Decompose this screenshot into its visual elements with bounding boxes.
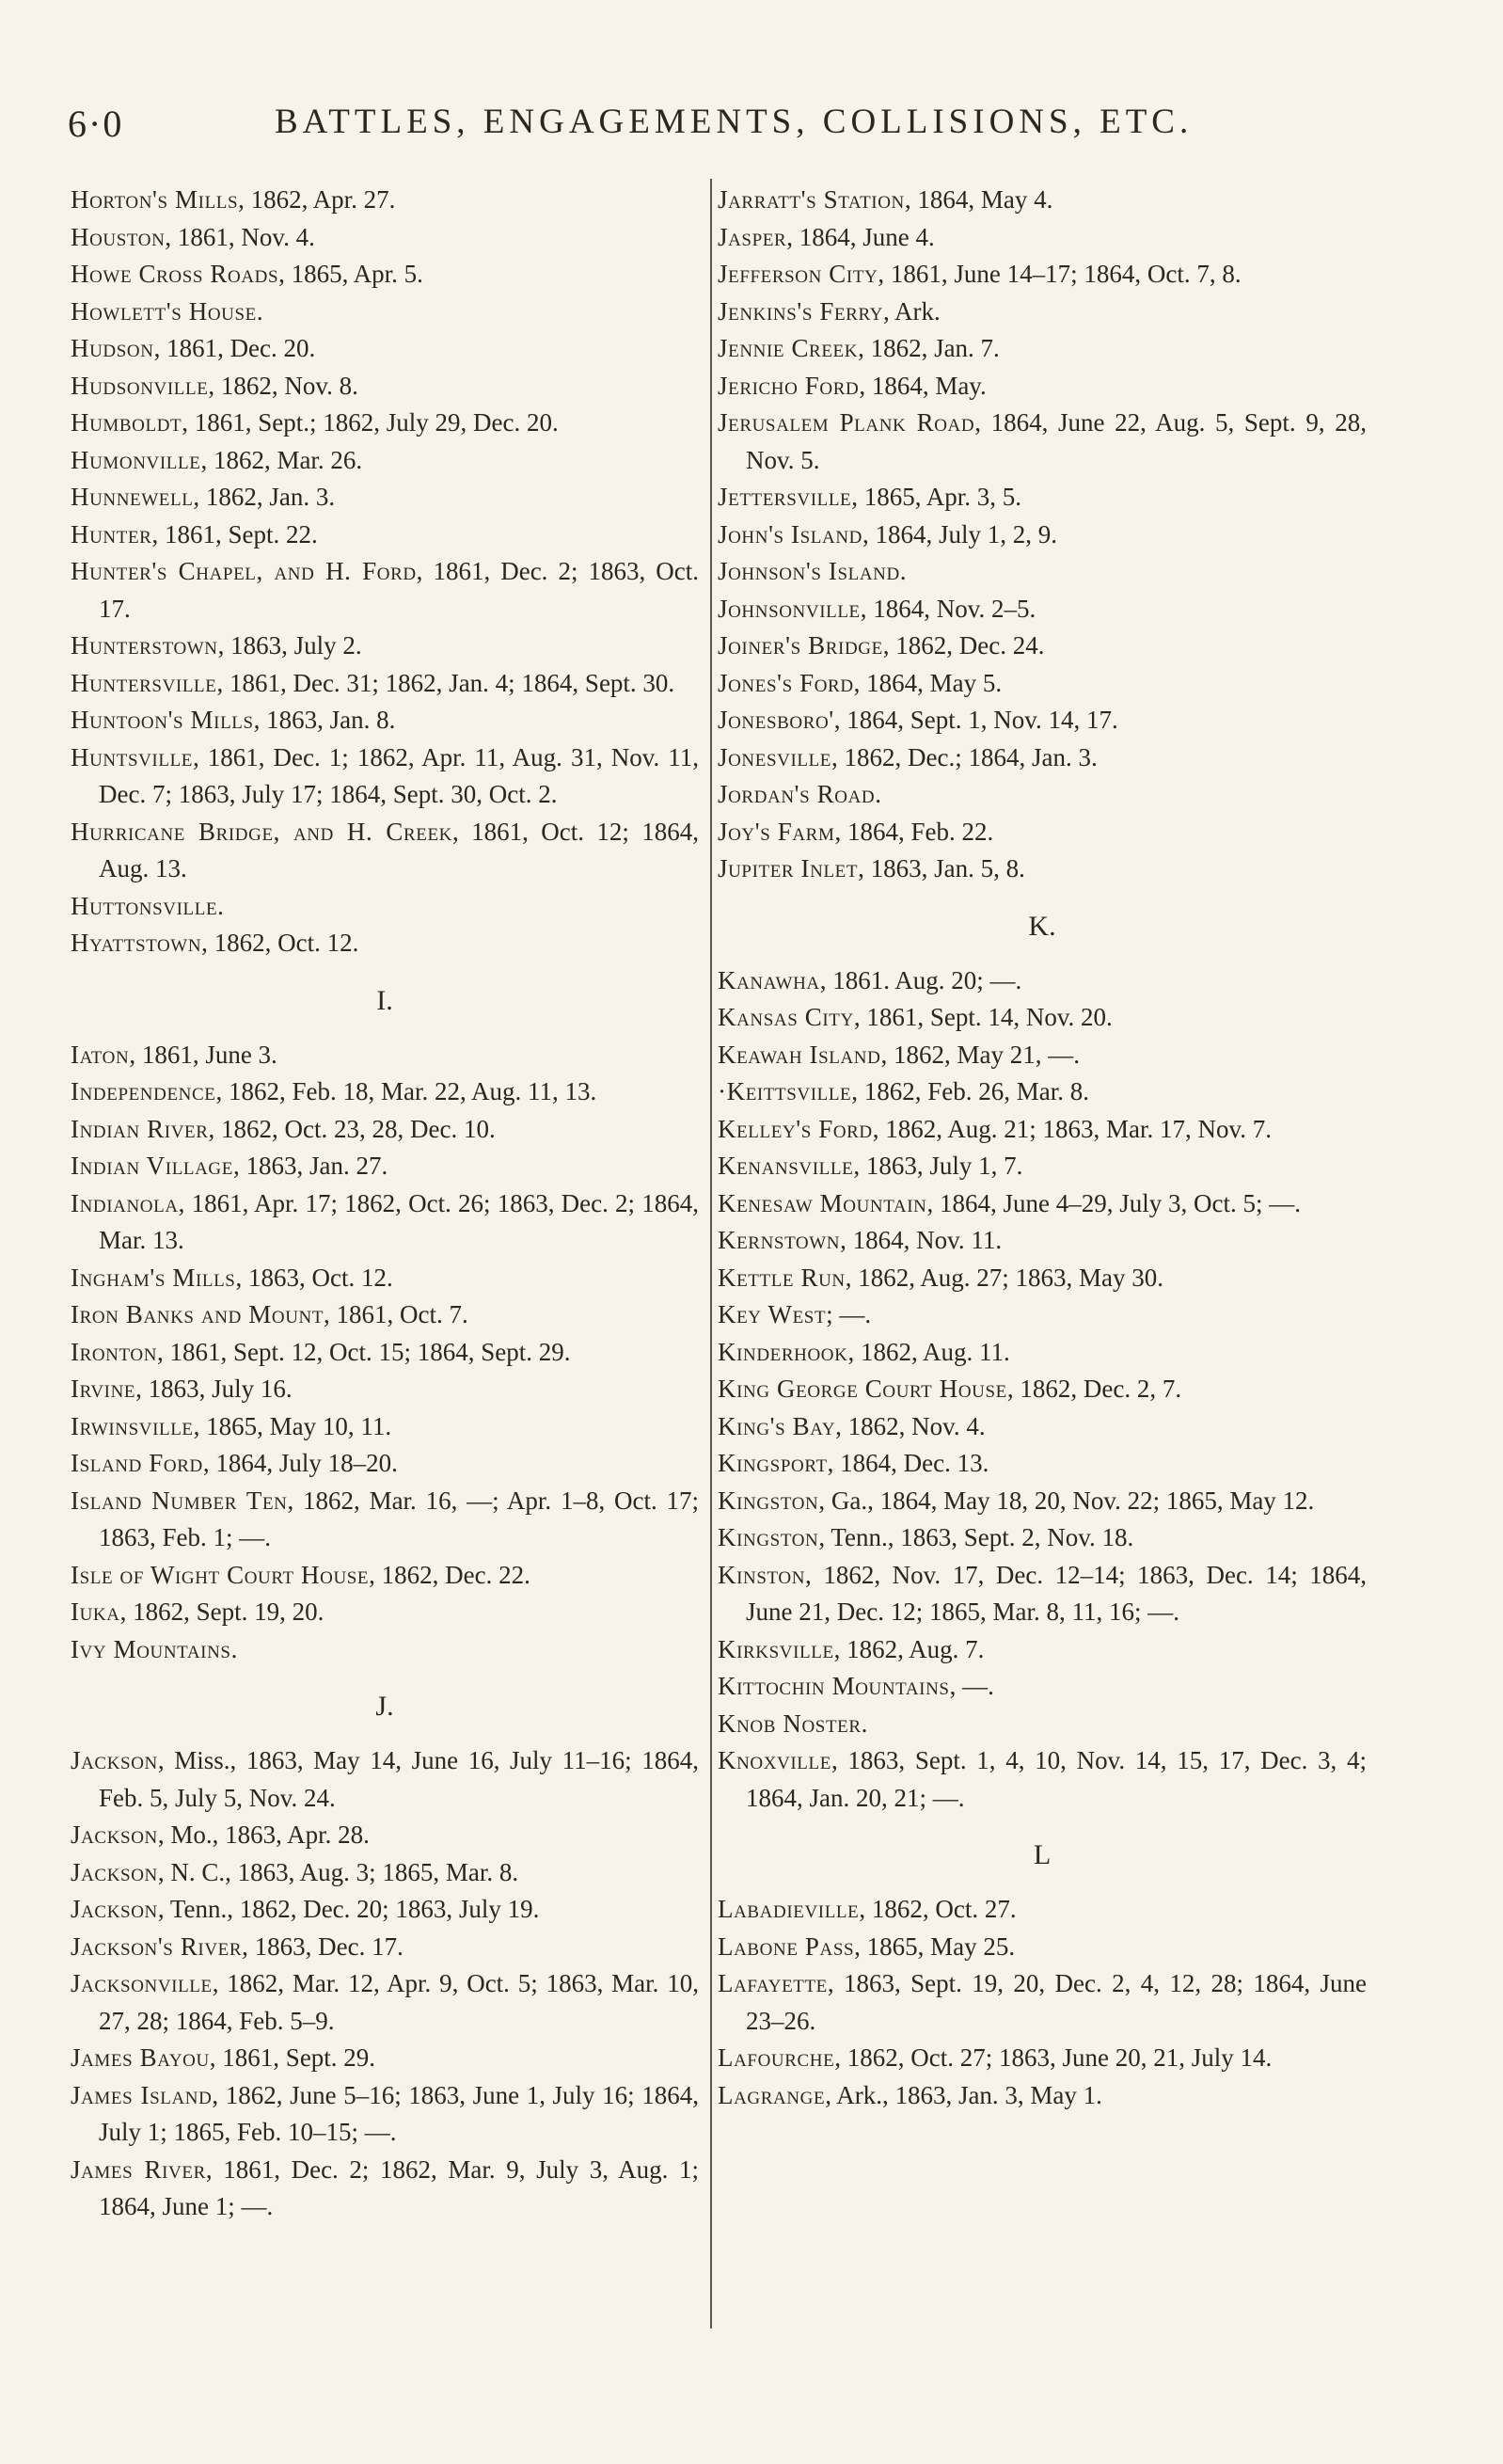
entry-place-name: Johnsonville xyxy=(718,594,861,623)
entry-place-name: Lagrange xyxy=(718,2080,826,2109)
entry-dates: , 1861, Oct. 7. xyxy=(324,1300,468,1328)
page-header xyxy=(68,102,1432,158)
index-entry xyxy=(71,1817,699,1854)
entry-dates: , N. C., 1863, Aug. 3; 1865, Mar. 8. xyxy=(157,1857,519,1886)
entry-place-name: Houston xyxy=(71,222,166,251)
entry-dates: . xyxy=(217,891,224,920)
entry-place-name: Knob Noster xyxy=(718,1709,862,1738)
entry-place-name: Kirksville xyxy=(718,1634,834,1663)
entry-place-name: Jacksonville xyxy=(71,1969,213,1997)
entry-place-name: Iaton xyxy=(71,1040,130,1069)
index-entry xyxy=(71,739,699,814)
entry-dates: , 1864, May 5. xyxy=(853,668,1003,697)
index-entry xyxy=(71,1037,699,1074)
entry-dates: , 1865, Apr. 3, 5. xyxy=(851,483,1022,511)
entry-place-name: Kernstown xyxy=(718,1226,841,1254)
entry-place-name: Kettle Run xyxy=(718,1263,846,1292)
entry-place-name: Indianola xyxy=(71,1188,179,1217)
entry-dates: , 1862, Nov. 8. xyxy=(208,371,358,400)
index-entry xyxy=(71,368,699,405)
index-entry xyxy=(71,628,699,665)
entry-place-name: Jones's Ford xyxy=(718,668,854,697)
entry-dates: , 1862, Mar. 26. xyxy=(200,445,363,474)
entry-place-name: Keawah Island xyxy=(718,1040,881,1069)
running-head: BATTLES, ENGAGEMENTS, COLLISIONS, ETC. xyxy=(275,103,1194,141)
entry-dates: , 1862, May 21, —. xyxy=(880,1040,1080,1069)
entry-dates: , 1864, July 1, 2, 9. xyxy=(862,519,1057,548)
entry-place-name: Irwinsville xyxy=(71,1411,194,1440)
entry-place-name: John's Island xyxy=(718,519,862,548)
index-entry xyxy=(718,1334,1367,1372)
entry-place-name: Kingsport xyxy=(718,1449,828,1477)
index-entry xyxy=(71,1111,699,1149)
index-entry xyxy=(718,256,1367,294)
index-entry xyxy=(718,814,1367,851)
left-column xyxy=(71,182,699,2226)
entry-dates: , 1864, Nov. 11. xyxy=(840,1226,1003,1254)
index-entry xyxy=(718,1037,1367,1074)
entry-place-name: ·Keittsville xyxy=(718,1077,852,1105)
index-entry xyxy=(71,553,699,628)
entry-dates: , 1863, Jan. 8. xyxy=(253,706,396,734)
entry-dates: , 1862, Aug. 7. xyxy=(833,1634,985,1663)
entry-dates: , 1861, Sept. 22. xyxy=(151,519,318,548)
entry-place-name: Ironton xyxy=(71,1337,158,1366)
index-entry xyxy=(718,1260,1367,1297)
entry-place-name: Kelley's Ford xyxy=(718,1114,873,1143)
entry-place-name: Huntersville xyxy=(71,668,217,697)
index-entry xyxy=(718,1408,1367,1446)
index-entry xyxy=(71,1445,699,1483)
entry-place-name: Independence xyxy=(71,1077,216,1105)
entry-place-name: Jackson xyxy=(71,1857,158,1886)
index-entry xyxy=(71,1854,699,1892)
index-entry xyxy=(718,405,1367,479)
entry-place-name: Jackson xyxy=(71,1746,158,1774)
index-entry xyxy=(71,888,699,926)
entry-dates: , 1862, Oct. 12. xyxy=(201,929,359,957)
entry-place-name: Knoxville xyxy=(718,1746,831,1774)
index-entry xyxy=(718,591,1367,628)
entry-place-name: Jonesville xyxy=(718,742,831,771)
index-entry xyxy=(718,1296,1367,1334)
index-entry xyxy=(71,294,699,331)
index-entry xyxy=(71,925,699,962)
entry-place-name: Jennie Creek xyxy=(718,334,859,362)
entry-place-name: Johnson's Island xyxy=(718,557,900,585)
entry-dates: , 1865, May 25. xyxy=(854,1931,1016,1961)
entry-place-name: Island Number Ten xyxy=(71,1486,288,1515)
entry-place-name: Labone Pass xyxy=(718,1931,855,1961)
entry-dates: , 1862, June 5–16; 1863, June 1, July 16; 1864, July 1; 1865, Feb. 10–15; —. xyxy=(99,2080,699,2146)
index-entry xyxy=(718,665,1367,703)
index-entry xyxy=(718,1557,1367,1631)
entry-dates: . xyxy=(256,296,263,326)
entry-dates: , 1865, Apr. 5. xyxy=(278,260,423,288)
entry-place-name: Irvine xyxy=(71,1375,136,1403)
entry-place-name: Island Ford xyxy=(71,1449,203,1477)
entry-place-name: Joy's Farm xyxy=(718,817,835,846)
entry-place-name: Iron Banks and Mount xyxy=(71,1300,324,1328)
index-entry xyxy=(718,850,1367,888)
entry-dates: , 1862, Oct. 27. xyxy=(859,1895,1017,1923)
entry-place-name: James Island xyxy=(71,2080,213,2109)
index-entry xyxy=(71,1185,699,1260)
right-column xyxy=(718,182,1367,2114)
entry-dates: . xyxy=(875,780,881,808)
entry-place-name: Iuka xyxy=(71,1598,120,1626)
index-entry xyxy=(718,479,1367,517)
entry-place-name: Labadieville xyxy=(718,1895,860,1923)
entry-dates: , Tenn., 1863, Sept. 2, Nov. 18. xyxy=(818,1523,1134,1551)
entry-place-name: Kittochin Mountains xyxy=(718,1672,950,1700)
entry-dates: , 1863, Jan. 27. xyxy=(232,1152,388,1180)
entry-place-name: James River xyxy=(71,2154,206,2184)
entry-dates: , Miss., 1863, May 14, June 16, July 11–16; 1864, Feb. 5, July 5, Nov. 24. xyxy=(99,1746,699,1812)
entry-place-name: Kenesaw Mountain xyxy=(718,1188,927,1217)
index-entry xyxy=(718,628,1367,665)
entry-dates: , 1862, Mar. 12, Apr. 9, Oct. 5; 1863, Mar. 10, 27, 28; 1864, Feb. 5–9. xyxy=(99,1969,699,2035)
entry-place-name: Kansas City xyxy=(718,1003,854,1031)
index-entry xyxy=(718,962,1367,1000)
index-entry xyxy=(71,1891,699,1929)
entry-dates: . xyxy=(861,1709,868,1738)
index-entry xyxy=(718,1371,1367,1408)
entry-dates: , 1861, June 3. xyxy=(129,1040,277,1069)
entry-dates: , 1862, Dec. 2, 7. xyxy=(1006,1375,1182,1403)
index-entry xyxy=(718,739,1367,777)
index-entry xyxy=(71,1483,699,1557)
index-entry xyxy=(71,1929,699,1966)
entry-dates: . xyxy=(899,557,907,585)
index-entry xyxy=(71,1965,699,2040)
entry-place-name: Isle of Wight Court House xyxy=(71,1560,370,1589)
index-entry xyxy=(718,182,1367,219)
entry-place-name: Jarratt's Station xyxy=(718,185,905,214)
entry-dates: , 1864, Feb. 22. xyxy=(834,817,994,846)
entry-dates: , Mo., 1863, Apr. 28. xyxy=(157,1820,370,1849)
index-entry xyxy=(71,1557,699,1595)
index-entry xyxy=(718,1185,1367,1223)
entry-place-name: Howe Cross Roads xyxy=(71,260,279,288)
entry-place-name: Kenansville xyxy=(718,1152,854,1180)
entry-dates: , 1861, Sept. 12, Oct. 15; 1864, Sept. 29. xyxy=(157,1337,571,1366)
index-entry xyxy=(71,442,699,480)
entry-dates: , 1864, June 4–29, July 3, Oct. 5; —. xyxy=(926,1188,1302,1217)
entry-dates: , 1861, June 14–17; 1864, Oct. 7, 8. xyxy=(878,260,1242,288)
index-entry xyxy=(71,702,699,739)
index-entry xyxy=(718,1073,1367,1111)
entry-place-name: Jasper xyxy=(718,222,787,251)
index-entry xyxy=(718,999,1367,1037)
column-rule xyxy=(710,179,712,2329)
entry-dates: , 1864, May 4. xyxy=(904,185,1053,214)
entry-place-name: Jonesboro' xyxy=(718,706,834,734)
entry-dates: , 1862, Aug. 21; 1863, Mar. 17, Nov. 7. xyxy=(872,1114,1273,1143)
index-entry xyxy=(71,330,699,368)
entry-place-name: Hunterstown xyxy=(71,631,218,660)
entry-place-name: King's Bay xyxy=(718,1411,836,1440)
entry-place-name: Jordan's Road xyxy=(718,780,876,808)
entry-place-name: Lafayette xyxy=(718,1969,828,1997)
entry-dates: , 1862, Sept. 19, 20. xyxy=(119,1598,324,1626)
entry-place-name: Jackson xyxy=(71,1895,158,1923)
entry-dates: , 1864, June 4. xyxy=(786,222,935,251)
entry-place-name: Hudson xyxy=(71,334,154,362)
entry-place-name: Joiner's Bridge xyxy=(718,631,883,660)
index-entry xyxy=(718,1929,1367,1966)
entry-dates: , 1863, July 2. xyxy=(217,631,362,660)
entry-place-name: Humonville xyxy=(71,445,201,474)
index-entry xyxy=(71,1296,699,1334)
index-entry xyxy=(718,1965,1367,2040)
entry-dates: , 1862, Feb. 18, Mar. 22, Aug. 11, 13. xyxy=(215,1077,597,1105)
entry-dates: , 1863, Dec. 17. xyxy=(242,1931,403,1961)
entry-place-name: Hunnewell xyxy=(71,483,194,511)
index-entry xyxy=(718,1483,1367,1520)
entry-dates: , 1862, Feb. 26, Mar. 8. xyxy=(851,1077,1090,1105)
entry-place-name: Hyattstown xyxy=(71,929,202,957)
index-entry xyxy=(718,1148,1367,1185)
index-entry xyxy=(718,2077,1367,2115)
index-entry xyxy=(71,1260,699,1297)
entry-place-name: Huntoon's Mills xyxy=(71,706,254,734)
entry-dates: , Tenn., 1862, Dec. 20; 1863, July 19. xyxy=(157,1895,540,1923)
index-entry xyxy=(718,1222,1367,1260)
entry-place-name: Huntsville xyxy=(71,742,193,771)
index-entry xyxy=(718,553,1367,591)
index-entry xyxy=(71,2152,699,2226)
entry-dates: , Ga., 1864, May 18, 20, Nov. 22; 1865, May 12. xyxy=(818,1486,1315,1515)
index-entry xyxy=(71,1594,699,1631)
index-entry xyxy=(718,219,1367,257)
section-letter: J. xyxy=(375,1691,394,1722)
index-entry xyxy=(718,1668,1367,1706)
entry-place-name: Jettersville xyxy=(718,483,852,511)
entry-dates: , 1861, Sept.; 1862, July 29, Dec. 20. xyxy=(182,408,559,437)
entry-place-name: Ivy Mountains xyxy=(71,1634,231,1663)
entry-dates: , 1862, Nov. 4. xyxy=(835,1411,986,1440)
index-entry xyxy=(71,1148,699,1185)
entry-dates: , 1864, Sept. 1, Nov. 14, 17. xyxy=(833,706,1118,734)
entry-place-name: Kinston xyxy=(718,1560,806,1589)
entry-place-name: Indian Village xyxy=(71,1152,233,1180)
entry-dates: , 1861, Dec. 2; 1863, Oct. 17. xyxy=(99,557,699,623)
entry-dates: ; —. xyxy=(826,1300,872,1328)
entry-dates: , 1864, June 22, Aug. 5, Sept. 9, 28, Nov. 5. xyxy=(746,408,1367,474)
entry-dates: , 1864, July 18–20. xyxy=(202,1449,398,1477)
entry-dates: , 1861, Oct. 12; 1864, Aug. 13. xyxy=(99,817,699,882)
index-entry xyxy=(718,1706,1367,1743)
entry-place-name: Horton's Mills xyxy=(71,185,239,214)
entry-place-name: Indian River xyxy=(71,1114,209,1143)
index-entry xyxy=(71,2040,699,2077)
entry-dates: . xyxy=(230,1634,238,1663)
entry-dates: , 1863, July 16. xyxy=(135,1375,293,1403)
index-entry xyxy=(71,814,699,888)
entry-dates: , 1861, Dec. 1; 1862, Apr. 11, Aug. 31, Nov. 11, Dec. 7; 1863, July 17; 1864, Sept. 30, Oct. 2. xyxy=(99,742,699,808)
entry-dates: , 1862, Mar. 16, —; Apr. 1–8, Oct. 17; 1863, Feb. 1; —. xyxy=(99,1486,699,1551)
index-entry xyxy=(718,1519,1367,1557)
entry-place-name: Jackson xyxy=(71,1820,158,1849)
index-entry xyxy=(718,330,1367,368)
entry-place-name: Huttonsville xyxy=(71,891,218,920)
entry-place-name: Jerusalem Plank Road xyxy=(718,408,975,437)
entry-dates: , 1862, Dec. 24. xyxy=(882,631,1045,660)
entry-dates: , 1863, Jan. 5, 8. xyxy=(858,854,1025,882)
entry-place-name: Key West xyxy=(718,1300,827,1328)
entry-dates: , 1861, Apr. 17; 1862, Oct. 26; 1863, Dec. 2; 1864, Mar. 13. xyxy=(99,1188,699,1254)
index-entry xyxy=(718,294,1367,331)
entry-dates: , 1862, Aug. 11. xyxy=(847,1337,1010,1366)
entry-dates: , 1862, Oct. 27; 1863, June 20, 21, July 14. xyxy=(834,2043,1273,2072)
entry-dates: , 1861, Sept. 14, Nov. 20. xyxy=(853,1003,1113,1031)
section-letter: I. xyxy=(376,984,393,1016)
entry-dates: , 1863, Oct. 12. xyxy=(235,1263,393,1292)
entry-dates: , 1861, Nov. 4. xyxy=(165,222,315,251)
entry-place-name: Ingham's Mills xyxy=(71,1263,236,1292)
entry-place-name: Hudsonville xyxy=(71,371,209,400)
entry-place-name: King George Court House xyxy=(718,1375,1007,1403)
entry-dates: , 1861, Dec. 2; 1862, Mar. 9, July 3, Aug. 1; 1864, June 1; —. xyxy=(99,2154,700,2220)
index-entry xyxy=(718,1445,1367,1483)
index-entry xyxy=(718,368,1367,405)
index-entry xyxy=(71,2077,699,2152)
page-number: 6·0 xyxy=(68,103,124,145)
index-entry xyxy=(71,182,699,219)
entry-dates: , 1864, May. xyxy=(859,371,987,400)
entry-dates: , 1865, May 10, 11. xyxy=(193,1411,392,1440)
entry-dates: , 1864, Nov. 2–5. xyxy=(860,594,1036,623)
entry-place-name: Howlett's House xyxy=(71,296,257,326)
entry-dates: , 1862, Apr. 27. xyxy=(238,185,396,214)
index-entry xyxy=(71,405,699,442)
entry-dates: , 1862, Aug. 27; 1863, May 30. xyxy=(845,1263,1163,1292)
index-entry xyxy=(71,1408,699,1446)
entry-place-name: Jupiter Inlet xyxy=(718,854,859,882)
entry-dates: , 1862, Dec. 22. xyxy=(369,1560,530,1589)
index-entry xyxy=(71,219,699,257)
section-letter: K. xyxy=(1028,910,1056,942)
entry-place-name: Kinderhook xyxy=(718,1337,848,1366)
entry-place-name: Jericho Ford xyxy=(718,371,860,400)
index-entry xyxy=(71,1371,699,1408)
entry-dates: , 1862, Jan. 7. xyxy=(858,334,1000,362)
index-entry xyxy=(718,517,1367,554)
entry-dates: , 1861. Aug. 20; —. xyxy=(819,965,1022,994)
index-entry xyxy=(71,256,699,294)
entry-place-name: James Bayou xyxy=(71,2043,210,2072)
entry-dates: , 1863, July 1, 7. xyxy=(853,1152,1023,1180)
entry-dates: , 1862, Oct. 23, 28, Dec. 10. xyxy=(208,1114,496,1143)
entry-dates: , 1863, Sept. 1, 4, 10, Nov. 14, 15, 17, Dec. 3, 4; 1864, Jan. 20, 21; —. xyxy=(746,1746,1367,1812)
entry-place-name: Hunter's Chapel, and H. Ford xyxy=(71,557,417,585)
section-letter: L xyxy=(1033,1839,1052,1870)
index-entry xyxy=(718,1891,1367,1929)
entry-dates: , 1861, Dec. 31; 1862, Jan. 4; 1864, Sept. 30. xyxy=(216,668,675,697)
entry-dates: , 1862, Nov. 17, Dec. 12–14; 1863, Dec. 14; 1864, June 21, Dec. 12; 1865, Mar. 8, 11, 16; —. xyxy=(746,1560,1367,1626)
index-entry xyxy=(71,1073,699,1111)
index-entry xyxy=(71,1631,699,1669)
entry-place-name: Kingston xyxy=(718,1523,819,1551)
entry-place-name: Humboldt xyxy=(71,408,182,437)
index-entry xyxy=(71,1742,699,1817)
entry-dates: , 1861, Dec. 20. xyxy=(153,334,316,362)
index-entry xyxy=(718,702,1367,739)
index-entry xyxy=(718,776,1367,814)
entry-dates: , 1862, Dec.; 1864, Jan. 3. xyxy=(831,742,1098,771)
index-entry xyxy=(718,1742,1367,1817)
entry-dates: , Ark., 1863, Jan. 3, May 1. xyxy=(825,2080,1102,2109)
entry-dates: , Ark. xyxy=(883,296,941,326)
index-entry xyxy=(71,665,699,703)
index-entry xyxy=(71,1334,699,1372)
entry-place-name: Hunter xyxy=(71,519,152,548)
entry-dates: , 1863, Sept. 19, 20, Dec. 2, 4, 12, 28; 1864, June 23–26. xyxy=(746,1969,1367,2035)
entry-place-name: Jenkins's Ferry xyxy=(718,296,883,326)
index-entry xyxy=(718,1111,1367,1149)
entry-place-name: Jefferson City xyxy=(718,260,878,288)
entry-place-name: Jackson's River xyxy=(71,1931,243,1961)
entry-place-name: Hurricane Bridge, and H. Creek xyxy=(71,817,452,846)
entry-place-name: Kanawha xyxy=(718,965,820,994)
index-entry xyxy=(71,517,699,554)
entry-dates: , —. xyxy=(949,1672,994,1700)
index-entry xyxy=(71,479,699,517)
entry-dates: , 1862, Jan. 3. xyxy=(193,483,336,511)
entry-place-name: Kingston xyxy=(718,1486,819,1515)
entry-place-name: Lafourche xyxy=(718,2043,835,2072)
entry-dates: , 1861, Sept. 29. xyxy=(209,2043,376,2072)
entry-dates: , 1864, Dec. 13. xyxy=(827,1449,989,1477)
index-entry xyxy=(718,1631,1367,1669)
index-entry xyxy=(718,2040,1367,2077)
